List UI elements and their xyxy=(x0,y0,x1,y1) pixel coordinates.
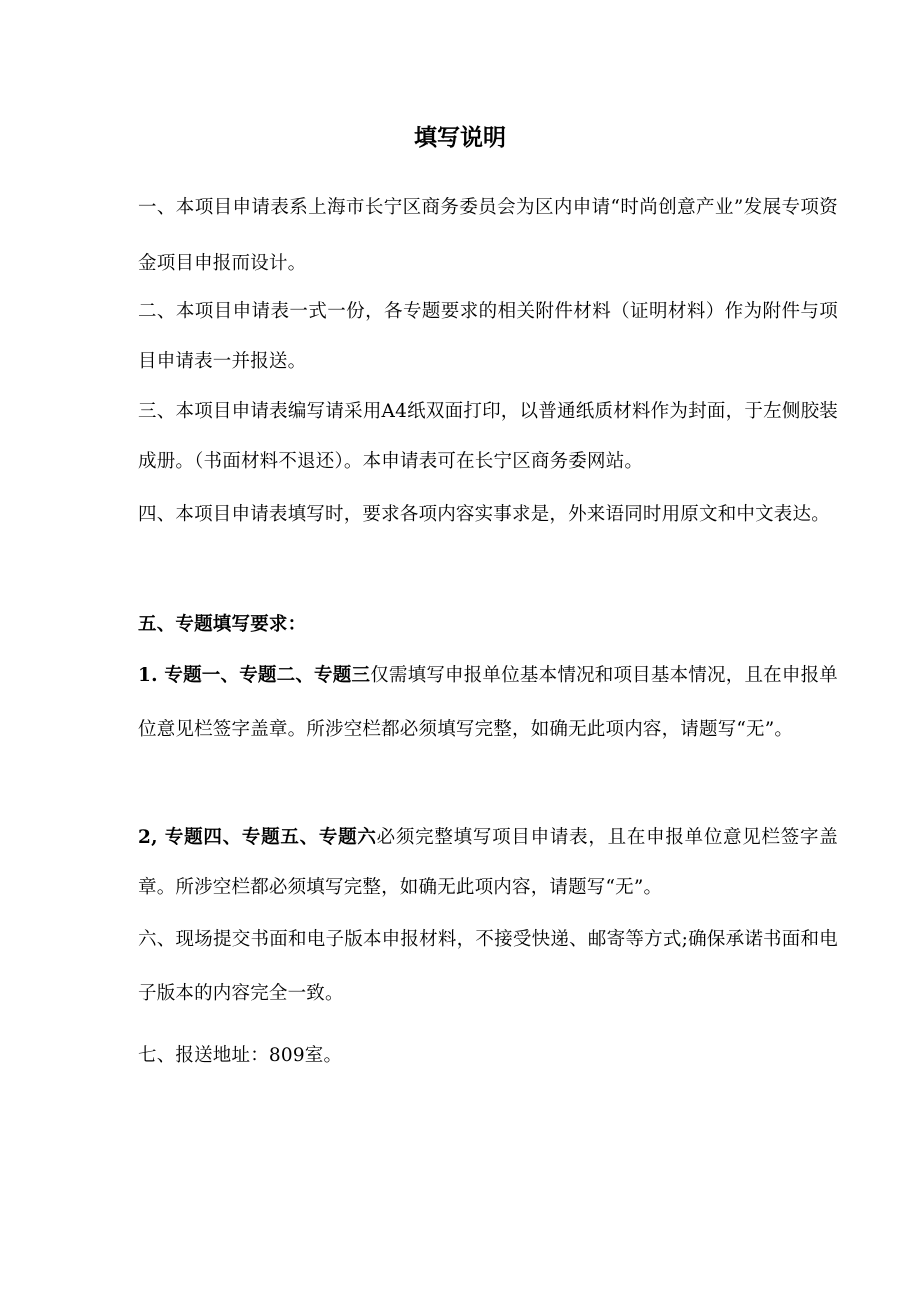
instruction-1: 一、本项目申请表系上海市长宁区商务委员会为区内申请“时尚创意产业”发展专项资金项目申报而设计。 xyxy=(138,197,838,274)
instruction-5-item-2 xyxy=(138,813,838,913)
instruction-3: 三、本项目申请表编写请采用A4纸双面打印，以普通纸质材料作为封面，于左侧胶装成册。（书面材料不退还）。本申请表可在长宁区商务委网站。 xyxy=(138,401,838,472)
instruction-5-item-1-topics: 1. 专题一、专题二、专题三 xyxy=(138,665,371,686)
instruction-5-item-2-topics: 2, 专题四、专题五、专题六 xyxy=(138,827,377,848)
instruction-7: 七、报送地址：809室。 xyxy=(138,1045,343,1066)
instruction-5-item-1 xyxy=(138,649,838,757)
instruction-6: 六、现场提交书面和电子版本申报材料，不接受快递、邮寄等方式;确保承诺书面和电子版本的内容完全一致。 xyxy=(138,929,838,1004)
instruction-2: 二、本项目申请表一式一份，各专题要求的相关附件材料（证明材料）作为附件与项目申请表一并报送。 xyxy=(138,301,838,372)
document-title: 填写说明 xyxy=(414,125,506,151)
instruction-5-heading: 五、专题填写要求： xyxy=(138,614,307,635)
instruction-5-item-1-text: 仅需填写申报单位基本情况和项目基本情况，且在申报单位意见栏签字盖章。所涉空栏都必须填写完整，如确无此项内容，请题写“无”。 xyxy=(138,665,838,740)
instruction-4: 四、本项目申请表填写时，要求各项内容实事求是，外来语同时用原文和中文表达。 xyxy=(138,504,830,525)
instruction-5-item-2-text: 必须完整填写项目申请表，且在申报单位意见栏签字盖章。所涉空栏都必须填写完整，如确无此项内容，请题写“无”。 xyxy=(138,827,838,898)
